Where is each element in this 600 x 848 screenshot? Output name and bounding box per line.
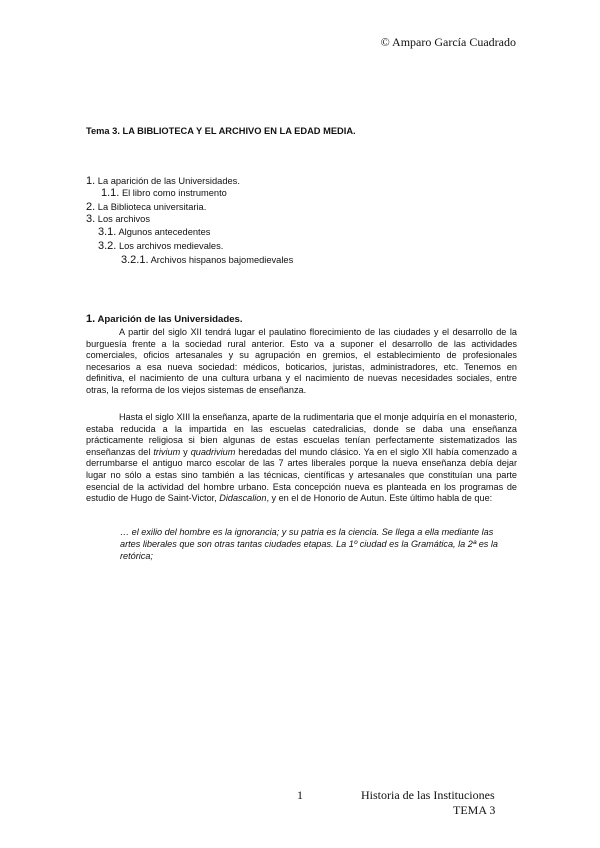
toc-item bbox=[98, 240, 223, 252]
toc-item bbox=[98, 226, 210, 238]
toc-item-number: 1.1. bbox=[101, 187, 120, 199]
toc-item bbox=[86, 201, 206, 213]
toc-item-number: 1. bbox=[86, 175, 96, 187]
toc-item-number: 3.1. bbox=[98, 226, 117, 238]
block-quote: … el exilio del hombre es la ignorancia; y su patria es la ciencia. Se llega a ella mediante las artes liberales que son otras tantas ciudades etapas. La 1º ciudad es la Gramática, la 2ª es la retórica; bbox=[120, 527, 499, 561]
section-heading bbox=[86, 313, 243, 325]
paragraph-text: , y en el de Honorio de Autun. Este último habla de que: bbox=[266, 493, 493, 504]
toc-item-label: Los archivos medievales. bbox=[118, 241, 224, 251]
toc-item-label: El libro como instrumento bbox=[121, 188, 227, 198]
toc-item-number: 3.2.1. bbox=[121, 254, 149, 266]
footer-course-title: Historia de las Instituciones bbox=[361, 788, 495, 802]
toc-item bbox=[86, 213, 150, 225]
paragraph-text: Hasta el siglo XIII la enseñanza, aparte de la rudimentaria que el monje adquiría en el monasterio, estaba reducida a la impartida en las escuelas catedralicias, donde se daba una enseñanza prácticamente religiosa si bien algunas de estas escuelas tenían perfectamente sistematizados las enseñanzas del bbox=[86, 412, 517, 457]
toc-item-number: 2. bbox=[86, 201, 96, 213]
toc-item-label: Los archivos bbox=[97, 214, 150, 224]
copyright-header: © Amparo García Cuadrado bbox=[380, 35, 516, 49]
paragraph: A partir del siglo XII tendrá lugar el paulatino florecimiento de las ciudades y el desarrollo de la burguesía frente a la sociedad rural anterior. Esto va a suponer el desarrollo de las actividades comerciales, oficios artesanales y su agrupación en gremios, el establecimiento de profesionales necesarios a esa nueva sociedad: médicos, boticarios, juristas, administradores, etc. Tenemos en definitiva, el nacimiento de una cultura urbana y el nacimiento de nuevas necesidades sociales, entre otras, la reforma de los viejos sistemas de enseñanza. bbox=[86, 327, 517, 395]
footer-topic: TEMA 3 bbox=[453, 803, 496, 817]
document-title: Tema 3. LA BIBLIOTECA Y EL ARCHIVO EN LA EDAD MEDIA. bbox=[86, 126, 356, 136]
toc-item bbox=[86, 175, 240, 187]
toc-item-label: La Biblioteca universitaria. bbox=[97, 202, 207, 212]
section-heading-text: Aparición de las Universidades. bbox=[97, 314, 243, 325]
toc-item-label: Algunos antecedentes bbox=[118, 227, 211, 237]
paragraph-text: heredadas del mundo clásico. Ya en el siglo XII había comenzado a derrumbarse el antiguo marco escolar de las 7 artes liberales porque la nueva enseñanza debía dejar lugar no sólo a estas sino también a las técnicas, científicas y artesanales que constituían una parte esencial de la actividad del hombre urbano. Esta concepción nueva es planteada en los programas de estudio de Hugo de Saint-Victor, bbox=[86, 446, 517, 504]
paragraph-text: y bbox=[183, 446, 188, 457]
toc-item-number: 3. bbox=[86, 213, 96, 225]
term-trivium: trivium bbox=[153, 446, 181, 457]
toc-item-number: 3.2. bbox=[98, 240, 117, 252]
term-quadrivium: quadrivium bbox=[190, 446, 236, 457]
toc-item-label: La aparición de las Universidades. bbox=[97, 176, 240, 186]
page-number: 1 bbox=[297, 788, 303, 802]
toc-item bbox=[101, 187, 227, 199]
toc-item bbox=[121, 254, 293, 266]
section-number: 1. bbox=[86, 313, 96, 325]
toc-item-label: Archivos hispanos bajomedievales bbox=[150, 255, 294, 265]
paragraph bbox=[86, 412, 517, 505]
term-didascalion: Didascalion bbox=[219, 493, 267, 504]
